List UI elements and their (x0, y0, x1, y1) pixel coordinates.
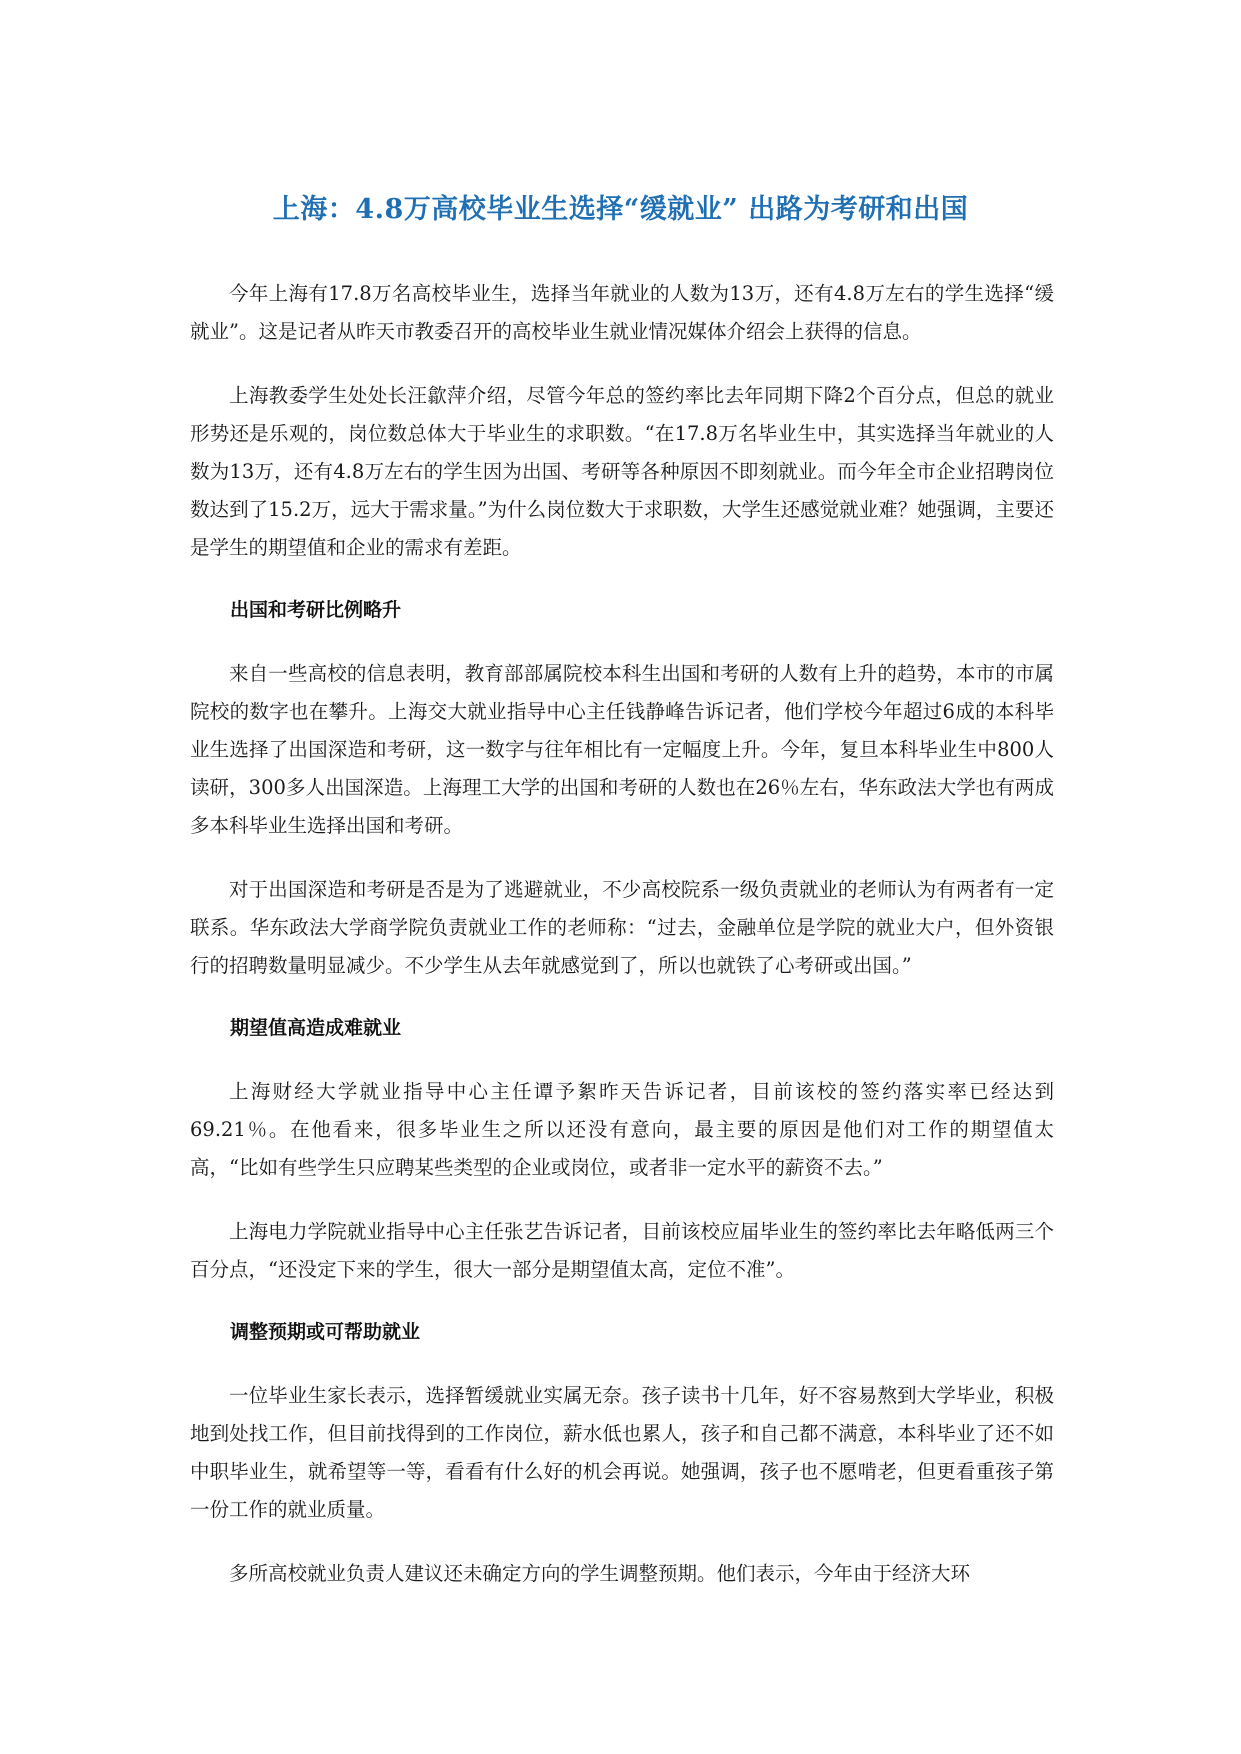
paragraph-sufe: 上海财经大学就业指导中心主任谭予絮昨天告诉记者，目前该校的签约落实率已经达到69.21％。在他看来，很多毕业生之所以还没有意向，最主要的原因是他们对工作的期望值太高，“比如有些学生只应聘某些类型的企业或岗位，或者非一定水平的薪资不去。” (190, 1080, 1054, 1179)
paragraph-abroad-stats: 来自一些高校的信息表明，教育部部属院校本科生出国和考研的人数有上升的趋势，本市的市属院校的数字也在攀升。上海交大就业指导中心主任钱静峰告诉记者，他们学校今年超过6成的本科毕业生选择了出国深造和考研，这一数字与往年相比有一定幅度上升。今年，复旦本科毕业生中800人读研，300多人出国深造。上海理工大学的出国和考研的人数也在26％左右，华东政法大学也有两成多本科毕业生选择出国和考研。 (190, 662, 1054, 837)
paragraph-intro: 今年上海有17.8万名高校毕业生，选择当年就业的人数为13万，还有4.8万左右的学生选择“缓就业”。这是记者从昨天市教委召开的高校毕业生就业情况媒体介绍会上获得的信息。 (190, 282, 1054, 343)
article-body (190, 275, 1054, 1619)
paragraph-electric-power: 上海电力学院就业指导中心主任张艺告诉记者，目前该校应届毕业生的签约率比去年略低两三个百分点，“还没定下来的学生，很大一部分是期望值太高，定位不准”。 (190, 1220, 1054, 1281)
article-title: 上海：4.8万高校毕业生选择“缓就业” 出路为考研和出国 (272, 194, 969, 225)
paragraph-avoid-employment: 对于出国深造和考研是否是为了逃避就业，不少高校院系一级负责就业的老师认为有两者有一定联系。华东政法大学商学院负责就业工作的老师称：“过去，金融单位是学院的就业大户，但外资银行的招聘数量明显减少。不少学生从去年就感觉到了，所以也就铁了心考研或出国。” (190, 878, 1054, 977)
section-heading-abroad-and-graduate-exam: 出国和考研比例略升 (230, 599, 402, 621)
paragraph-official-remarks: 上海教委学生处处长汪歙萍介绍，尽管今年总的签约率比去年同期下降2个百分点，但总的就业形势还是乐观的，岗位数总体大于毕业生的求职数。“在17.8万名毕业生中，其实选择当年就业的人数为13万，还有4.8万左右的学生因为出国、考研等各种原因不即刻就业。而今年全市企业招聘岗位数达到了15.2万，远大于需求量。”为什么岗位数大于求职数，大学生还感觉就业难？她强调，主要还是学生的期望值和企业的需求有差距。 (190, 384, 1054, 559)
section-heading-high-expectations: 期望值高造成难就业 (230, 1017, 402, 1039)
paragraph-parent-view: 一位毕业生家长表示，选择暂缓就业实属无奈。孩子读书十几年，好不容易熬到大学毕业，积极地到处找工作，但目前找得到的工作岗位，薪水低也累人，孩子和自己都不满意，本科毕业了还不如中职毕业生，就希望等一等，看看有什么好的机会再说。她强调，孩子也不愿啃老，但更看重孩子第一份工作的就业质量。 (190, 1384, 1054, 1521)
paragraph-advice: 多所高校就业负责人建议还未确定方向的学生调整预期。他们表示，今年由于经济大环 (229, 1562, 971, 1585)
section-heading-adjust-expectations: 调整预期或可帮助就业 (230, 1321, 421, 1343)
